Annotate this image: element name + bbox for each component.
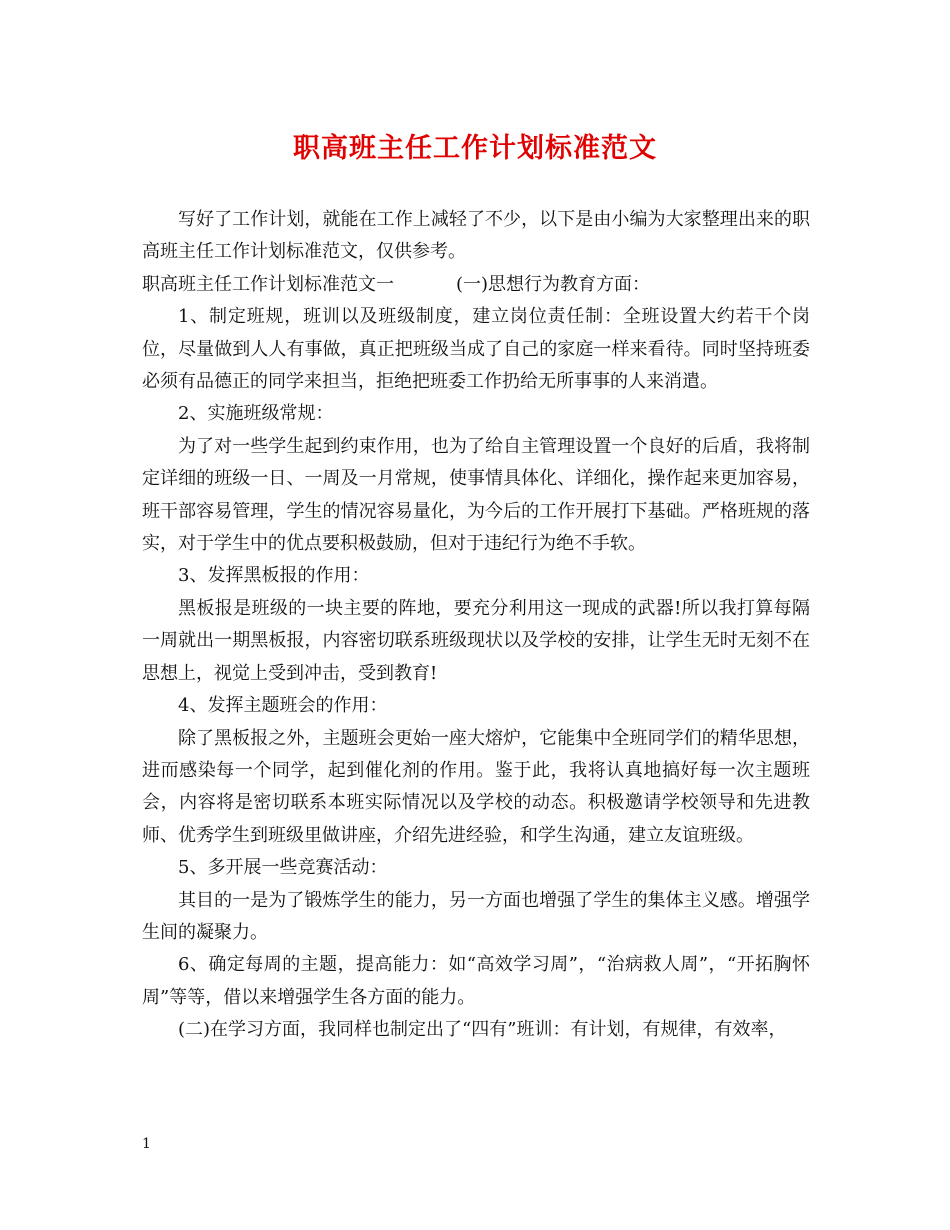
paragraph-item-3-body: 黑板报是班级的一块主要的阵地，要充分利用这一现成的武器!所以我打算每隔一周就出一期黑板报，内容密切联系班级现状以及学校的安排，让学生无时无刻不在思想上，视觉上受到冲击，受到教育!: [142, 597, 810, 684]
paragraph-item-1: 1、制定班规，班训以及班级制度，建立岗位责任制：全班设置大约若干个岗位，尽量做到人人有事做，真正把班级当成了自己的家庭一样来看待。同时坚持班委必须有品德正的同学来担当，拒绝把班委工作扔给无所事事的人来消遣。: [142, 306, 810, 393]
paragraph-item-4-body: 除了黑板报之外，主题班会更始一座大熔炉，它能集中全班同学们的精华思想，进而感染每一个同学，起到催化剂的作用。鉴于此，我将认真地搞好每一次主题班会，内容将是密切联系本班实际情况以及学校的动态。积极邀请学校领导和先进教师、优秀学生到班级里做讲座，介绍先进经验，和学生沟通，建立友谊班级。: [142, 727, 810, 846]
paragraph-item-4-heading: 4、发挥主题班会的作用：: [178, 695, 388, 717]
paragraph-item-2-body: 为了对一些学生起到约束作用，也为了给自主管理设置一个良好的后盾，我将制定详细的班级一日、一周及一月常规，使事情具体化、详细化，操作起来更加容易，班干部容易管理，学生的情况容易量化，为今后的工作开展打下基础。严格班规的落实，对于学生中的优点要积极鼓励，但对于违纪行为绝不手软。: [142, 435, 810, 555]
document-body: [142, 204, 810, 1047]
section-heading: [142, 269, 810, 301]
paragraph-item-5-heading: 5、多开展一些竞赛活动：: [178, 857, 388, 879]
page-number: 1: [142, 1136, 151, 1152]
intro-paragraph: 写好了工作计划，就能在工作上减轻了不少，以下是由小编为大家整理出来的职高班主任工作计划标准范文，仅供参考。: [142, 209, 810, 263]
paragraph-study-section: (二)在学习方面，我同样也制定出了“四有”班训：有计划，有规律，有效率，: [178, 1019, 787, 1041]
paragraph-item-3-heading: 3、发挥黑板报的作用：: [178, 565, 370, 587]
document-title: 职高班主任工作计划标准范文: [293, 133, 657, 164]
section-heading-subtitle: (一)思想行为教育方面：: [456, 273, 651, 295]
paragraph-item-5-body: 其目的一是为了锻炼学生的能力，另一方面也增强了学生的集体主义感。增强学生间的凝聚力。: [142, 889, 810, 943]
section-heading-title: 职高班主任工作计划标准范文一: [142, 273, 394, 295]
paragraph-item-2-heading: 2、实施班级常规：: [178, 403, 334, 425]
paragraph-item-6: 6、确定每周的主题，提高能力：如“高效学习周”，“治病救人周”，“开拓胸怀周”等等，借以来增强学生各方面的能力。: [142, 954, 810, 1008]
